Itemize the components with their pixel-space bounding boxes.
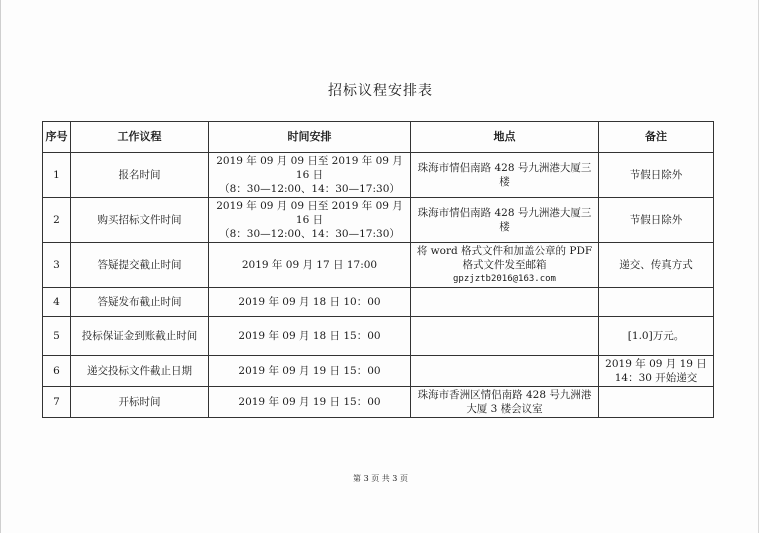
cell-time-line1: 2019 年 09 月 09 日至 2019 年 09 月 16 日 xyxy=(216,200,403,226)
table-row xyxy=(43,153,714,198)
schedule-table xyxy=(42,121,714,418)
cell-place xyxy=(411,153,599,198)
header-seq: 序号 xyxy=(43,122,71,153)
cell-item: 投标保证金到账截止时间 xyxy=(71,317,209,356)
cell-item: 开标时间 xyxy=(71,387,209,418)
cell-item: 递交投标文件截止日期 xyxy=(71,356,209,387)
header-item: 工作议程 xyxy=(71,122,209,153)
cell-time-line2: （8：30—12:00、14：30—17:30） xyxy=(219,183,400,195)
cell-place-line1: 将 word 格式文件和加盖公章的 PDF 格式文件发至邮箱 xyxy=(416,245,593,271)
cell-note: 节假日除外 xyxy=(599,153,714,198)
cell-time-line1: 2019 年 09 月 09 日至 2019 年 09 月 16 日 xyxy=(216,155,403,181)
table-row xyxy=(43,198,714,243)
cell-seq: 2 xyxy=(43,198,71,243)
page-title: 招标议程安排表 xyxy=(328,83,433,99)
cell-note xyxy=(599,288,714,317)
cell-time xyxy=(209,198,411,243)
cell-place xyxy=(411,198,599,243)
cell-time-line2: （8：30—12:00、14：30—17:30） xyxy=(219,228,400,240)
cell-place xyxy=(411,356,599,387)
cell-seq: 6 xyxy=(43,356,71,387)
cell-note xyxy=(599,356,714,387)
cell-time: 2019 年 09 月 18 日 10：00 xyxy=(209,288,411,317)
cell-note: 节假日除外 xyxy=(599,198,714,243)
cell-note-line2: 14：30 开始递交 xyxy=(614,372,698,384)
cell-item: 报名时间 xyxy=(71,153,209,198)
table-row xyxy=(43,387,714,418)
cell-seq: 1 xyxy=(43,153,71,198)
table-row xyxy=(43,288,714,317)
cell-seq: 5 xyxy=(43,317,71,356)
cell-place xyxy=(411,288,599,317)
cell-time: 2019 年 09 月 17 日 17:00 xyxy=(209,243,411,288)
cell-seq: 3 xyxy=(43,243,71,288)
cell-time xyxy=(209,153,411,198)
header-note: 备注 xyxy=(599,122,714,153)
cell-place xyxy=(411,317,599,356)
cell-place xyxy=(411,243,599,288)
cell-note-line1: 2019 年 09 月 19 日 xyxy=(605,358,707,370)
cell-seq: 7 xyxy=(43,387,71,418)
cell-item: 购买招标文件时间 xyxy=(71,198,209,243)
header-time: 时间安排 xyxy=(209,122,411,153)
table-header-row xyxy=(43,122,714,153)
cell-note: [1.0]万元。 xyxy=(599,317,714,356)
cell-item: 答疑发布截止时间 xyxy=(71,288,209,317)
cell-place-line1: 珠海市情侣南路 428 号九洲港大厦三楼 xyxy=(417,162,592,188)
cell-time: 2019 年 09 月 19 日 15：00 xyxy=(209,387,411,418)
page-footer: 第 3 页 共 3 页 xyxy=(353,474,408,483)
cell-place-line1: 珠海市情侣南路 428 号九洲港大厦三楼 xyxy=(417,207,592,233)
cell-note xyxy=(599,387,714,418)
table-row xyxy=(43,317,714,356)
table-row xyxy=(43,356,714,387)
header-place: 地点 xyxy=(411,122,599,153)
cell-seq: 4 xyxy=(43,288,71,317)
table-row xyxy=(43,243,714,288)
cell-place: 珠海市香洲区情侣南路 428 号九洲港大厦 3 楼会议室 xyxy=(411,387,599,418)
cell-item: 答疑提交截止时间 xyxy=(71,243,209,288)
cell-note: 递交、传真方式 xyxy=(599,243,714,288)
cell-time: 2019 年 09 月 19 日 15：00 xyxy=(209,356,411,387)
email-address: gpzjztb2016@163.com xyxy=(453,274,556,284)
cell-time: 2019 年 09 月 18 日 15：00 xyxy=(209,317,411,356)
